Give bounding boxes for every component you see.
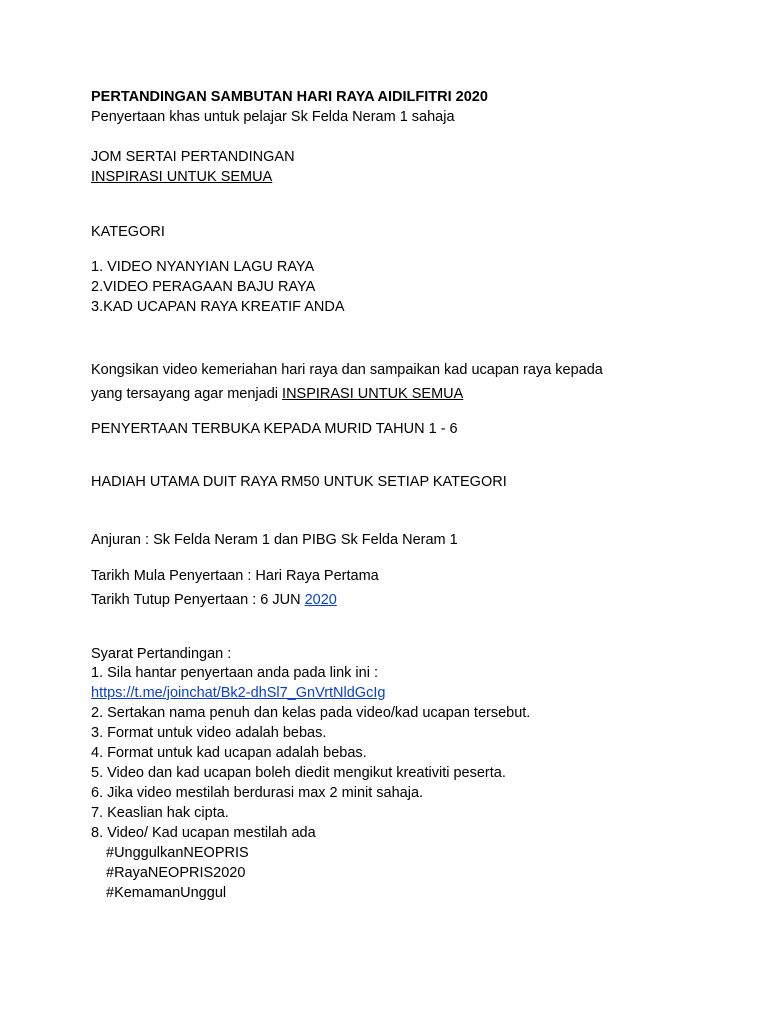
rule-item: 5. Video dan kad ucapan boleh diedit mengikut kreativiti peserta.: [91, 765, 506, 781]
slogan-inline: INSPIRASI UNTUK SEMUA: [282, 386, 464, 402]
kategori-item: 2.VIDEO PERAGAAN BAJU RAYA: [91, 279, 316, 295]
eligibility: PENYERTAAN TERBUKA KEPADA MURID TAHUN 1 - 6: [91, 421, 458, 437]
rules-heading: Syarat Pertandingan :: [91, 646, 232, 662]
rule-item: 7. Keaslian hak cipta.: [91, 805, 229, 821]
start-date: Tarikh Mula Penyertaan : Hari Raya Pertama: [91, 568, 379, 584]
rule-item: 2. Sertakan nama penuh dan kelas pada video/kad ucapan tersebut.: [91, 705, 531, 721]
end-date-text: Tarikh Tutup Penyertaan : 6 JUN: [91, 592, 305, 608]
rule-item: 6. Jika video mestilah berdurasi max 2 minit sahaja.: [91, 785, 424, 801]
end-date: [91, 591, 337, 609]
telegram-link[interactable]: https://t.me/joinchat/Bk2-dhSl7_GnVrtNldGcIg: [91, 685, 386, 701]
slogan: INSPIRASI UNTUK SEMUA: [91, 169, 273, 185]
rule-item: 3. Format untuk video adalah bebas.: [91, 725, 327, 741]
rule-item: 8. Video/ Kad ucapan mestilah ada: [91, 825, 316, 841]
kategori-item: 1. VIDEO NYANYIAN LAGU RAYA: [91, 259, 315, 275]
paragraph-text: yang tersayang agar menjadi: [91, 386, 283, 402]
subtitle: Penyertaan khas untuk pelajar Sk Felda Neram 1 sahaja: [91, 109, 455, 125]
year-link[interactable]: 2020: [304, 592, 337, 608]
kategori-heading: KATEGORI: [91, 224, 165, 240]
rule-item: 4. Format untuk kad ucapan adalah bebas.: [91, 745, 367, 761]
paragraph-line: Kongsikan video kemeriahan hari raya dan sampaikan kad ucapan raya kepada: [91, 362, 603, 378]
document-title: PERTANDINGAN SAMBUTAN HARI RAYA AIDILFITRI 2020: [91, 89, 488, 105]
organiser: Anjuran : Sk Felda Neram 1 dan PIBG Sk Felda Neram 1: [91, 532, 458, 548]
paragraph-line: [91, 385, 463, 403]
hashtag: #KemamanUnggul: [106, 885, 227, 901]
hashtag: #RayaNEOPRIS2020: [106, 865, 246, 881]
hashtag: #UnggulkanNEOPRIS: [106, 845, 249, 861]
kategori-item: 3.KAD UCAPAN RAYA KREATIF ANDA: [91, 299, 345, 315]
call-to-action: JOM SERTAI PERTANDINGAN: [91, 149, 295, 165]
prize: HADIAH UTAMA DUIT RAYA RM50 UNTUK SETIAP KATEGORI: [91, 474, 507, 490]
rule-item: 1. Sila hantar penyertaan anda pada link ini :: [91, 665, 378, 681]
